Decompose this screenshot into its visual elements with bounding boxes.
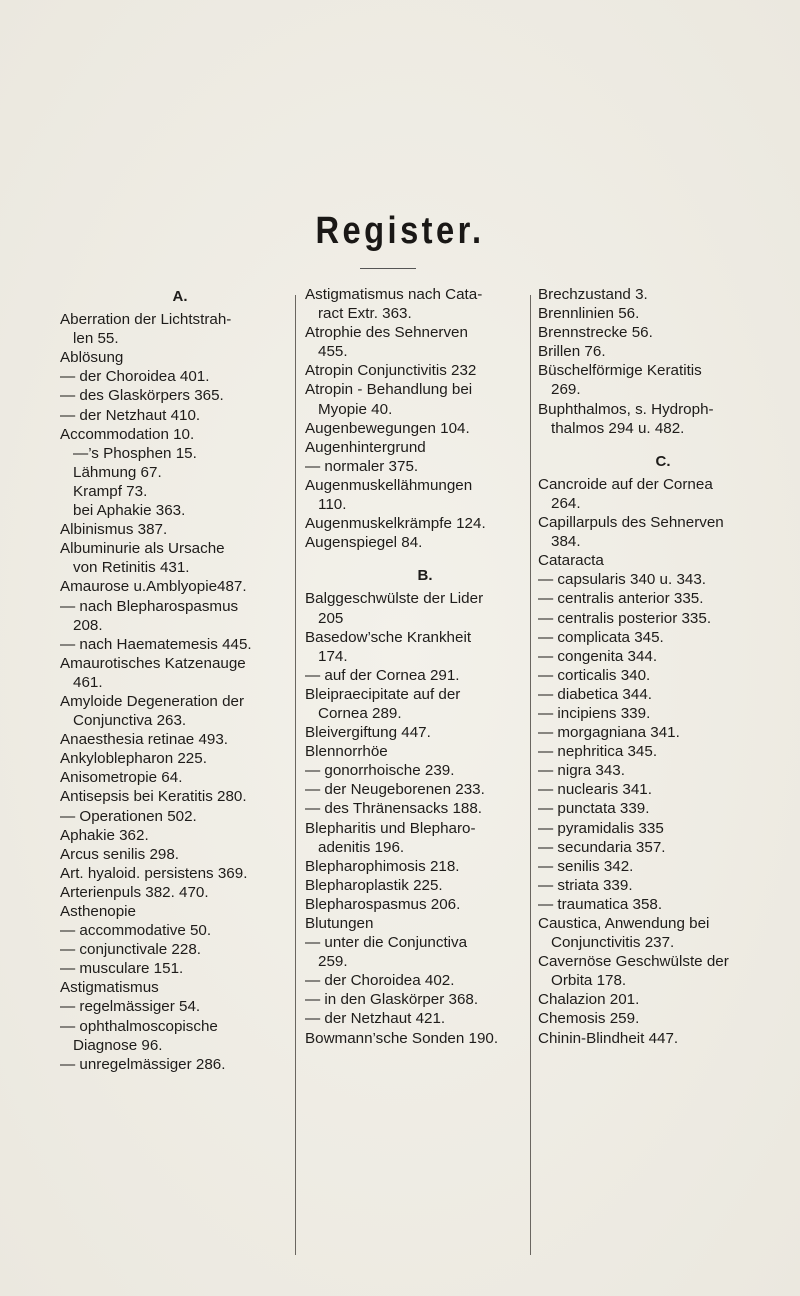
index-entry: Albuminurie als Ursache (60, 540, 225, 558)
index-entry: Asthenopie (60, 903, 136, 920)
index-entry: — auf der Cornea 291. (305, 666, 460, 684)
index-entry: — nigra 343. (538, 762, 625, 780)
index-entry: — corticalis 340. (538, 666, 651, 684)
index-entry-continuation: 264. (551, 494, 581, 512)
index-entry: — accommodative 50. (60, 922, 212, 940)
index-entry: — in den Glaskörper 368. (305, 991, 479, 1009)
index-entry: Blepharoplastik 225. (305, 876, 443, 894)
index-entry: Chemosis 259. (538, 1010, 640, 1028)
section-letter: C. (655, 452, 671, 470)
index-entry-continuation: 269. (551, 381, 581, 399)
index-entry: — ophthalmoscopische (60, 1017, 218, 1035)
index-entry-continuation: 259. (318, 953, 348, 971)
index-entry: Augenmuskelkrämpfe 124. (305, 515, 486, 533)
index-entry-continuation: 205 (318, 609, 344, 627)
index-entry: Anaesthesia retinae 493. (60, 731, 229, 749)
section-letter: A. (172, 288, 188, 305)
index-entry: Augenhintergrund (305, 438, 426, 456)
index-entry: Büschelförmige Keratitis (538, 362, 702, 380)
index-entry-continuation: Myopie 40. (318, 400, 393, 418)
index-entry: — diabetica 344. (538, 685, 652, 703)
index-entry: — unter die Conjunctiva (305, 934, 468, 952)
index-entry: Arcus senilis 298. (60, 845, 180, 863)
index-entry: — musculare 151. (60, 960, 184, 978)
index-entry: — der Neugeborenen 233. (305, 781, 485, 799)
index-entry-continuation: ract Extr. 363. (318, 305, 412, 323)
index-entry: Cancroide auf der Cornea (538, 475, 713, 493)
index-entry: Amaurotisches Katzenauge (60, 654, 246, 672)
index-entry: Astigmatismus nach Cata- (305, 286, 483, 303)
index-entry-continuation: Cornea 289. (318, 704, 402, 722)
index-entry: Anisometropie 64. (60, 769, 183, 787)
index-entry: Brillen 76. (538, 343, 606, 361)
index-entry: — der Choroidea 401. (60, 368, 210, 386)
index-entry-continuation: von Retinitis 431. (73, 559, 190, 577)
index-entry-continuation: 110. (318, 496, 347, 514)
index-entry: — der Netzhaut 410. (60, 406, 201, 424)
index-entry: — regelmässiger 54. (60, 998, 201, 1016)
index-subentry: bei Aphakie 363. (73, 502, 186, 520)
index-column-1 (60, 285, 300, 1074)
index-entry-continuation: len 55. (73, 330, 119, 348)
index-entry-continuation: Conjunctivitis 237. (551, 934, 675, 952)
index-entry: Aphakie 362. (60, 826, 149, 844)
index-entry: Arterienpuls 382. 470. (60, 883, 209, 901)
index-entry: — nach Blepharospasmus (60, 597, 239, 615)
index-entry: Atropin - Behandlung bei (305, 381, 473, 399)
index-entry: Blutungen (305, 915, 374, 932)
index-entry: Balggeschwülste der Lider (305, 590, 484, 608)
index-entry: Augenbewegungen 104. (305, 419, 470, 437)
index-entry: Caustica, Anwendung bei (538, 915, 710, 932)
index-subentry: —’s Phosphen 15. (73, 444, 197, 462)
index-entry: Cataracta (538, 552, 604, 570)
index-entry: Astigmatismus (60, 979, 159, 997)
index-entry: Ablösung (60, 349, 124, 367)
index-entry-continuation: thalmos 294 u. 482. (551, 419, 685, 437)
index-subentry: Lähmung 67. (73, 463, 162, 481)
index-entry: — unregelmässiger 286. (60, 1055, 226, 1073)
index-entry: — secundaria 357. (538, 838, 666, 856)
index-entry-continuation: 208. (73, 616, 103, 634)
index-entry: Cavernöse Geschwülste der (538, 953, 729, 971)
index-entry: Chinin-Blindheit 447. (538, 1029, 679, 1047)
index-entry: — des Glaskörpers 365. (60, 387, 224, 405)
index-entry: — normaler 375. (305, 457, 419, 475)
index-subentry: Krampf 73. (73, 482, 148, 500)
index-entry: — complicata 345. (538, 628, 664, 646)
title-rule (360, 268, 416, 269)
column-divider-2 (530, 295, 531, 1255)
index-entry: Atropin Conjunctivitis 232 (305, 362, 477, 380)
index-entry: Capillarpuls des Sehnerven (538, 514, 724, 532)
index-entry: Albinismus 387. (60, 521, 168, 539)
index-entry: Buphthalmos, s. Hydroph- (538, 400, 714, 418)
index-entry-continuation: Orbita 178. (551, 972, 627, 990)
index-entry: Blepharospasmus 206. (305, 895, 461, 913)
index-column-3 (538, 285, 788, 1048)
index-entry-continuation: 174. (318, 647, 348, 665)
index-entry: — senilis 342. (538, 857, 634, 875)
index-entry: — striata 339. (538, 876, 633, 894)
index-entry-continuation: Diagnose 96. (73, 1036, 163, 1054)
index-entry: Atrophie des Sehnerven (305, 324, 468, 342)
column-divider-1 (295, 295, 296, 1255)
index-column-2 (305, 285, 545, 1048)
index-entry: Brennstrecke 56. (538, 324, 653, 342)
index-entry: — centralis posterior 335. (538, 609, 712, 627)
index-entry: — morgagniana 341. (538, 724, 680, 742)
index-entry: — centralis anterior 335. (538, 590, 704, 608)
index-entry: — des Thränensacks 188. (305, 800, 483, 818)
index-entry: — congenita 344. (538, 647, 658, 665)
index-entry: — Operationen 502. (60, 807, 197, 825)
index-entry: — gonorrhoische 239. (305, 762, 455, 780)
index-entry: Amaurose u.Amblyopie487. (60, 578, 247, 596)
index-entry-continuation: 384. (551, 533, 581, 551)
page-title: Register. (315, 210, 485, 252)
index-entry-continuation: 461. (73, 673, 103, 691)
index-entry: Ankyloblepharon 225. (60, 750, 207, 768)
index-entry: Amyloide Degeneration der (60, 692, 245, 710)
index-entry: Antisepsis bei Keratitis 280. (60, 788, 247, 806)
index-entry: — nach Haematemesis 445. (60, 635, 252, 653)
index-entry-continuation: Conjunctiva 263. (73, 712, 187, 730)
index-entry: Blennorrhöe (305, 743, 388, 761)
index-entry-continuation: adenitis 196. (318, 838, 405, 856)
index-entry: Blepharophimosis 218. (305, 857, 460, 875)
index-entry: — conjunctivale 228. (60, 941, 201, 959)
index-entry: Basedow’sche Krankheit (305, 628, 472, 646)
index-entry: — punctata 339. (538, 800, 650, 818)
index-entry-continuation: 455. (318, 343, 348, 361)
index-entry: Brechzustand 3. (538, 286, 648, 303)
index-entry: — der Netzhaut 421. (305, 1010, 446, 1028)
index-entry: Chalazion 201. (538, 991, 640, 1009)
index-entry: — nuclearis 341. (538, 781, 652, 799)
index-entry: — capsularis 340 u. 343. (538, 571, 707, 589)
index-entry: Augenspiegel 84. (305, 534, 423, 552)
index-entry: Blepharitis und Blepharo- (305, 819, 476, 837)
index-entry: Art. hyaloid. persistens 369. (60, 864, 248, 882)
index-entry: Bowmann’sche Sonden 190. (305, 1029, 499, 1047)
index-entry: Bleipraecipitate auf der (305, 685, 461, 703)
index-entry: Aberration der Lichtstrah- (60, 311, 232, 329)
section-letter: B. (417, 567, 433, 585)
index-entry: — der Choroidea 402. (305, 972, 455, 990)
index-entry: Bleivergiftung 447. (305, 724, 431, 742)
index-entry: — pyramidalis 335 (538, 819, 664, 837)
index-entry: — incipiens 339. (538, 704, 651, 722)
index-entry: — traumatica 358. (538, 895, 663, 913)
index-entry: — nephritica 345. (538, 743, 658, 761)
index-entry: Augenmuskellähmungen (305, 476, 473, 494)
index-entry: Brennlinien 56. (538, 305, 640, 323)
index-entry: Accommodation 10. (60, 425, 195, 443)
